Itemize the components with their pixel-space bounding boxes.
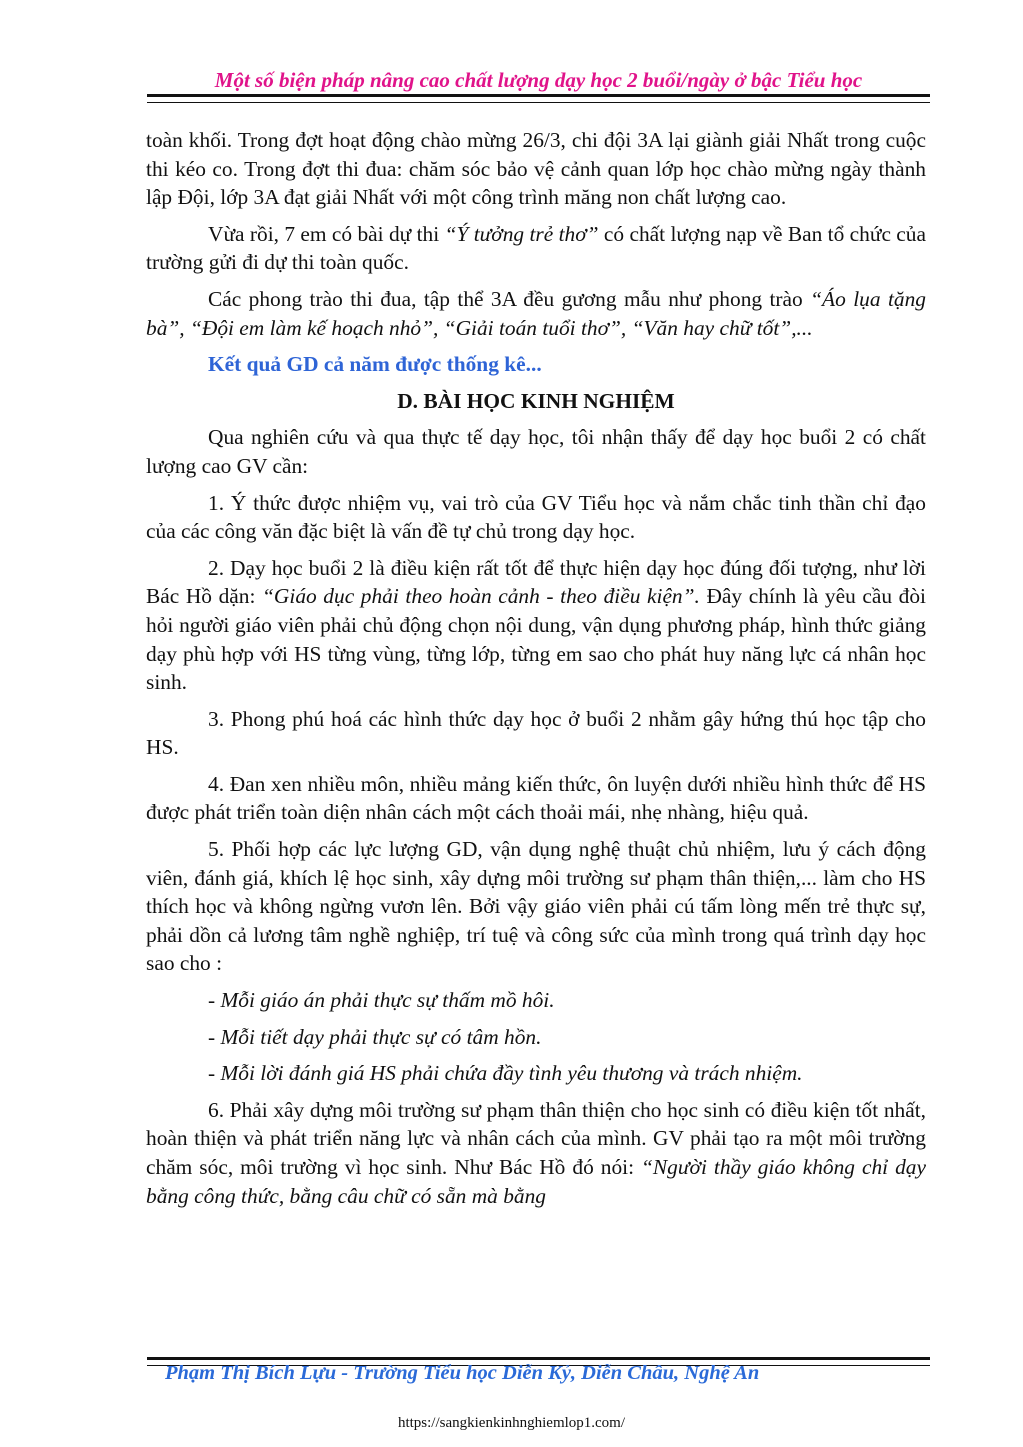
dash-item: - Mỗi lời đánh giá HS phải chứa đầy tình yêu thương và trách nhiệm. bbox=[208, 1061, 803, 1086]
paragraph bbox=[146, 554, 926, 697]
paragraph bbox=[146, 220, 926, 277]
source-url[interactable]: https://sangkienkinhnghiemlop1.com/ bbox=[397, 1415, 626, 1431]
text-run: 2. Dạy học buổi 2 là điều kiện rất tốt để thực hiện dạy học đúng đối tượng, như lời Bác Hồ dặn: bbox=[146, 555, 926, 609]
text-run: Vừa rồi, 7 em có bài dự thi bbox=[208, 221, 445, 246]
page-header-title: Một số biện pháp nâng cao chất lượng dạy học 2 buổi/ngày ở bậc Tiểu học bbox=[214, 68, 863, 92]
dash-item: - Mỗi giáo án phải thực sự thấm mồ hôi. bbox=[208, 988, 555, 1013]
italic-quote: “Người thầy giáo không chỉ dạy bằng công thức, bằng câu chữ có sẵn mà bằng bbox=[146, 1155, 926, 1208]
text-run: Đây chính là yêu cầu đòi hỏi người giáo viên phải chủ động chọn nội dung, vận dụng phương pháp, hình thức giảng dạy phù hợp với HS từng vùng, từng lớp, từng em sao cho phát huy năng lực cá nhân học sinh. bbox=[146, 584, 926, 695]
header-double-rule bbox=[147, 94, 930, 103]
document-body bbox=[146, 126, 926, 1218]
dash-item: - Mỗi tiết dạy phải thực sự có tâm hồn. bbox=[208, 1024, 542, 1049]
paragraph: 3. Phong phú hoá các hình thức dạy học ở buổi 2 nhằm gây hứng thú học tập cho HS. bbox=[146, 706, 926, 760]
paragraph bbox=[146, 1096, 926, 1210]
section-heading: D. BÀI HỌC KINH NGHIỆM bbox=[397, 388, 675, 413]
italic-quote: “Áo lụa tặng bà”, “Đội em làm kế hoạch nhỏ”, “Giải toán tuổi thơ”, “Văn hay chữ tốt”,... bbox=[146, 286, 926, 340]
text-run: Các phong trào thi đua, tập thể 3A đều gương mẫu như phong trào bbox=[208, 286, 811, 311]
paragraph: 4. Đan xen nhiều môn, nhiều mảng kiến thức, ôn luyện dưới nhiều hình thức để HS được phát triển toàn diện nhân cách một cách thoải mái, nhẹ nhàng, hiệu quả. bbox=[146, 771, 926, 825]
paragraph bbox=[146, 285, 926, 342]
italic-quote: “Giáo dục phải theo hoàn cảnh - theo điều kiện”. bbox=[262, 584, 700, 609]
paragraph: toàn khối. Trong đợt hoạt động chào mừng 26/3, chi đội 3A lại giành giải Nhất trong cuộc thi kéo co. Trong đợt thi đua: chăm sóc bảo vệ cảnh quan lớp học chào mừng ngày thành lập Đội, lớp 3A đạt giải Nhất với một công trình măng non chất lượng cao. bbox=[146, 128, 926, 210]
page-footer-author: Phạm Thị Bích Lựu - Trường Tiểu học Diễn Kỷ, Diễn Châu, Nghệ An bbox=[165, 1362, 760, 1384]
highlight-paragraph: Kết quả GD cả năm được thống kê... bbox=[208, 352, 542, 377]
italic-quote: “Ý tưởng trẻ thơ” bbox=[444, 221, 599, 246]
paragraph: Qua nghiên cứu và qua thực tế dạy học, tôi nhận thấy để dạy học buổi 2 có chất lượng cao GV cần: bbox=[146, 425, 926, 478]
text-run: có chất lượng nạp về Ban tổ chức của trường gửi đi dự thi toàn quốc. bbox=[146, 221, 926, 275]
text-run: 6. Phải xây dựng môi trường sư phạm thân thiện cho học sinh có điều kiện tốt nhất, hoàn thiện và phát triển năng lực và nhân cách của mình. GV phải tạo ra một môi trường chăm sóc, môi trường vì học sinh. Như Bác Hồ đó nói: bbox=[146, 1097, 926, 1179]
paragraph: 5. Phối hợp các lực lượng GD, vận dụng nghệ thuật chủ nhiệm, lưu ý cách động viên, đánh giá, khích lệ học sinh, xây dựng môi trường sư phạm thân thiện,... làm cho HS thích học và không ngừng vươn lên. Bởi vậy giáo viên phải cú tấm lòng mến trẻ thực sự, phải dồn cả lương tâm nghề nghiệp, trí tuệ và công sức của mình trong quá trình dạy học sao cho : bbox=[146, 837, 926, 976]
paragraph: 1. Ý thức được nhiệm vụ, vai trò của GV Tiểu học và nắm chắc tinh thần chỉ đạo của các công văn đặc biệt là vấn đề tự chủ trong dạy học. bbox=[146, 490, 926, 544]
